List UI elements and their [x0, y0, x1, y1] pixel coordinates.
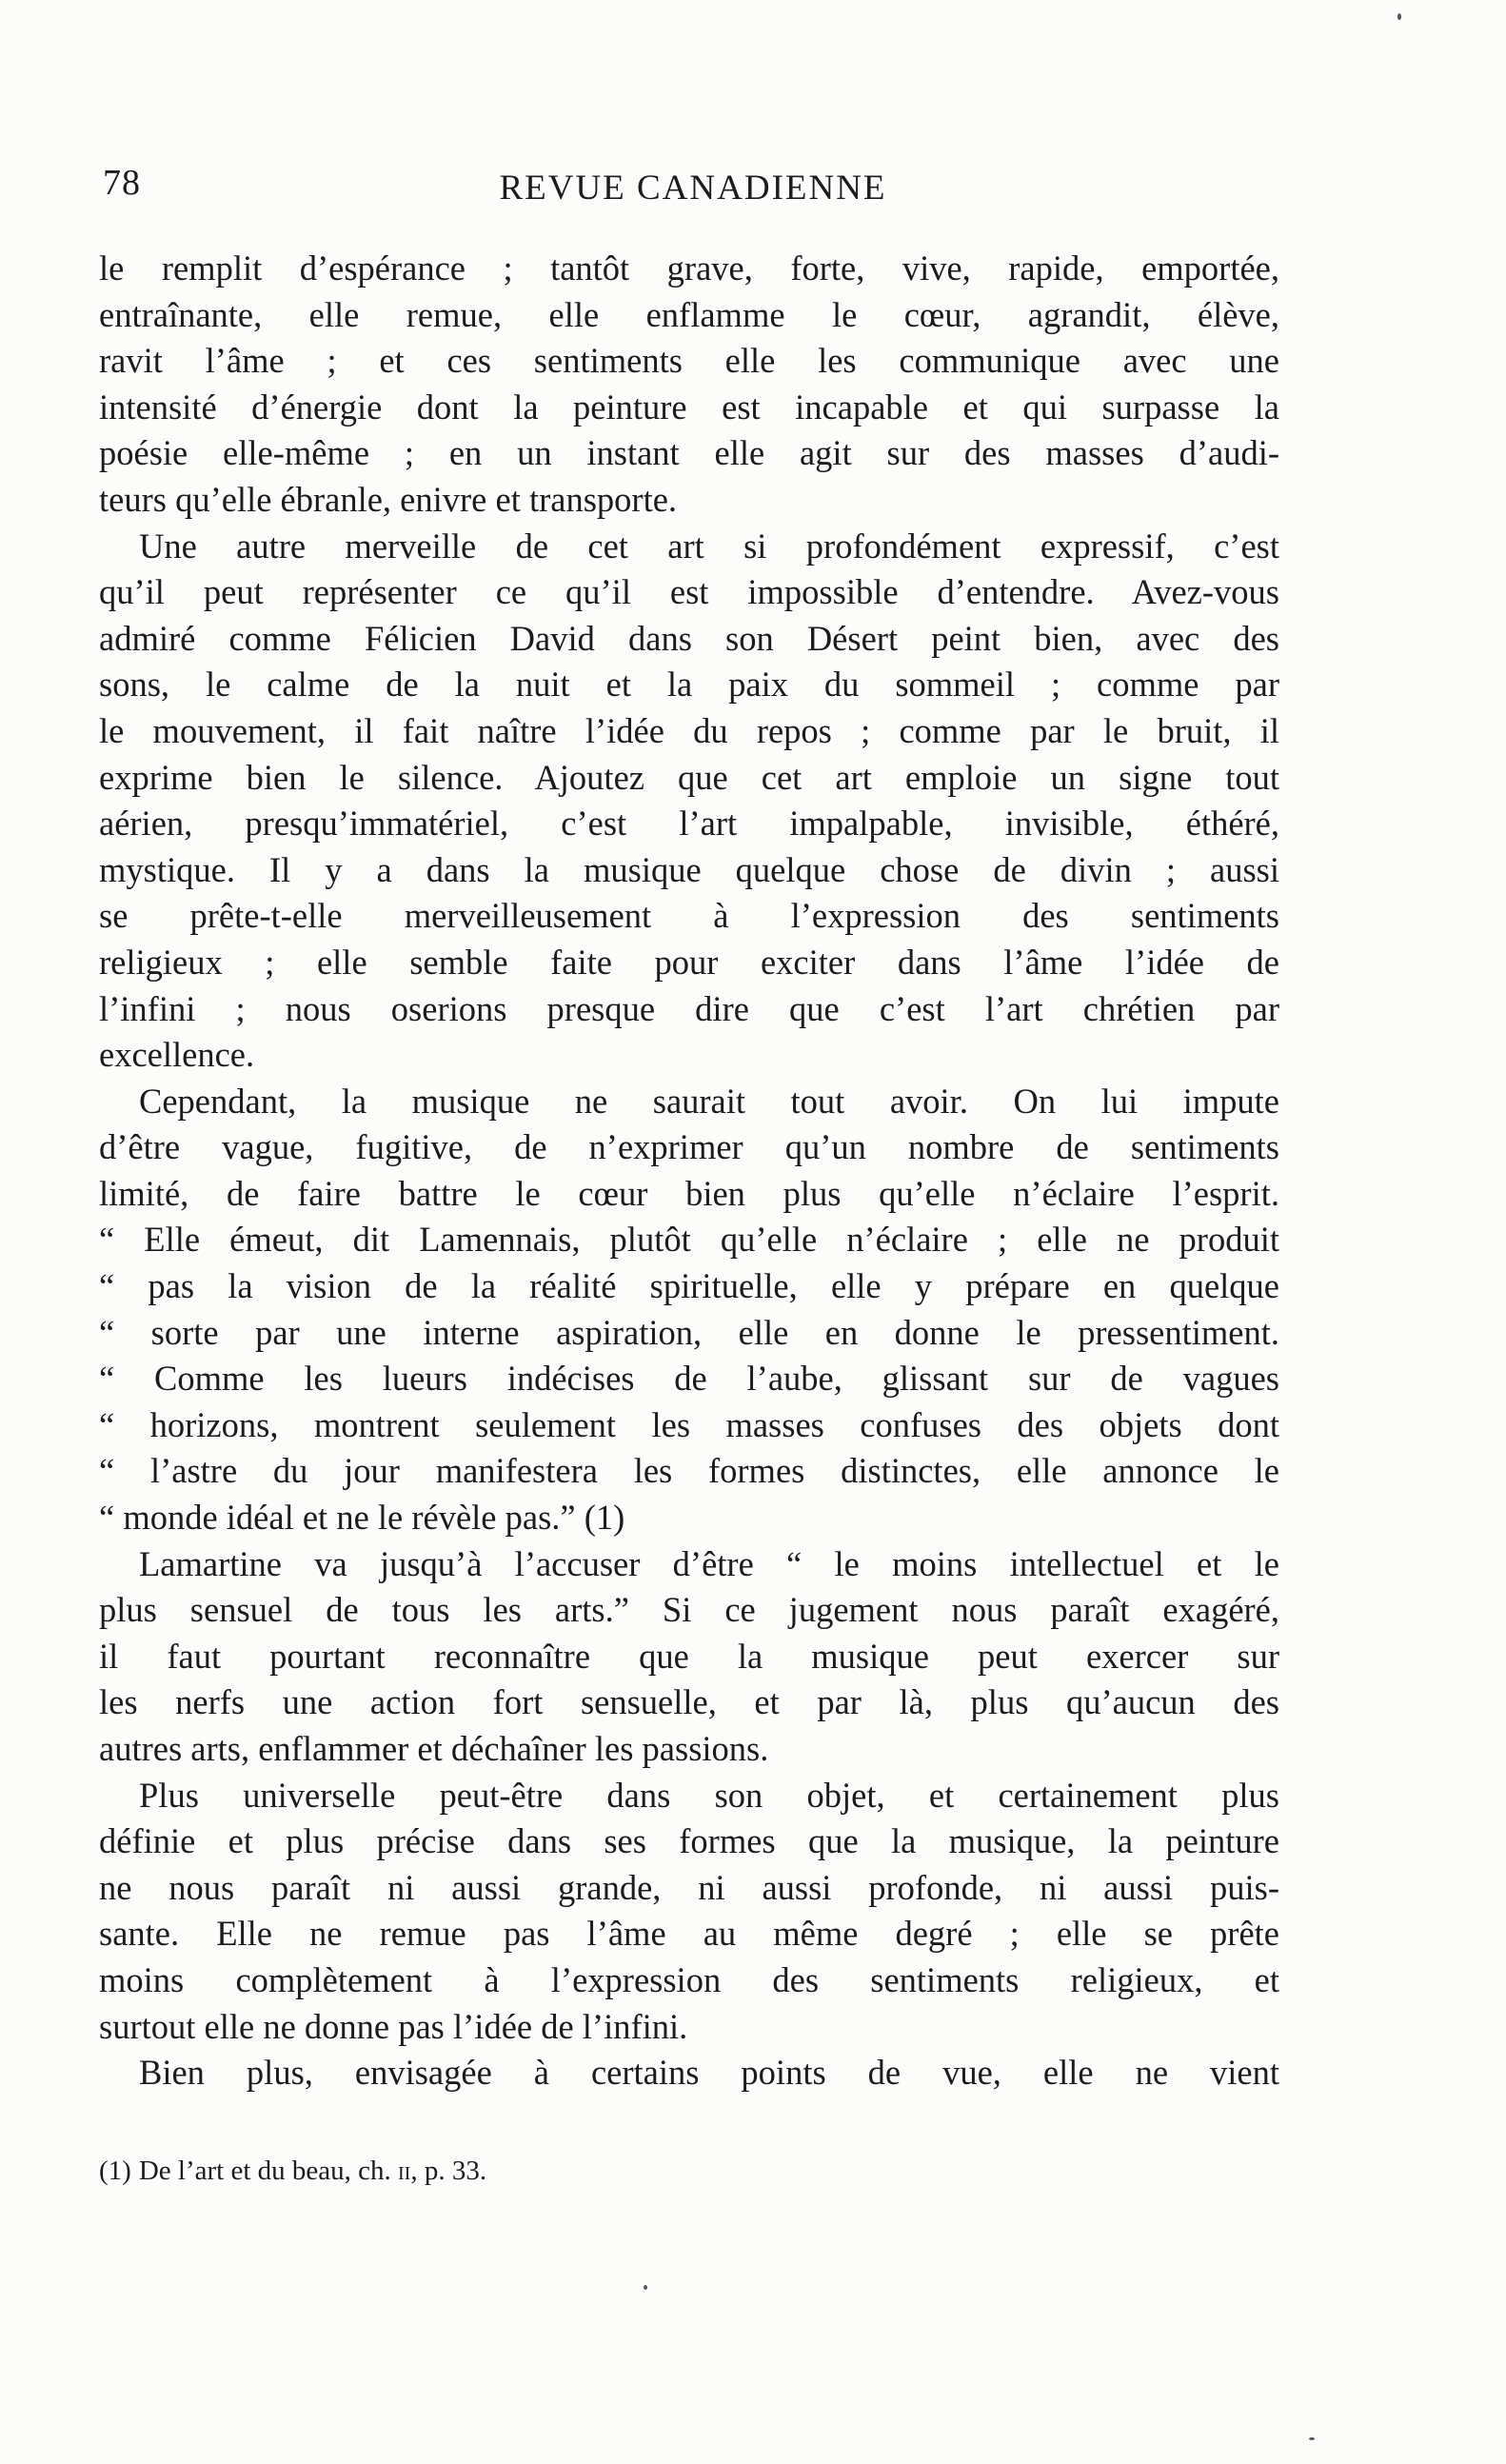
- body-text: [99, 246, 1279, 2096]
- text-line: excellence.: [99, 1035, 255, 1075]
- text-line: ne nous paraît ni aussi grande, ni aussi profonde, ni aussi puis-: [99, 1867, 1279, 1907]
- text-line: d’être vague, fugitive, de n’exprimer qu’un nombre de sentiments: [99, 1127, 1279, 1167]
- running-head: [103, 162, 1283, 219]
- text-line: Cependant, la musique ne saurait tout avoir. On lui impute: [139, 1081, 1279, 1121]
- text-line: Une autre merveille de cet art si profondément expressif, c’est: [139, 526, 1279, 566]
- print-speck: [1397, 13, 1401, 20]
- text-line: Bien plus, envisagée à certains points de vue, elle ne vient: [139, 2053, 1279, 2093]
- print-speck: [644, 2285, 647, 2290]
- text-line: moins complètement à l’expression des sentiments religieux, et: [99, 1959, 1279, 1999]
- text-line: admiré comme Félicien David dans son Désert peint bien, avec des: [99, 618, 1279, 658]
- text-line: plus sensuel de tous les arts.” Si ce jugement nous paraît exagéré,: [99, 1590, 1279, 1630]
- text-line: Lamartine va jusqu’à l’accuser d’être “ le moins intellectuel et le: [139, 1543, 1279, 1583]
- text-line: religieux ; elle semble faite pour exciter dans l’âme l’idée de: [99, 942, 1279, 982]
- text-line: intensité d’énergie dont la peinture est incapable et qui surpasse la: [99, 387, 1279, 427]
- text-line: surtout elle ne donne pas l’idée de l’infini.: [99, 2006, 688, 2046]
- text-line: teurs qu’elle ébranle, enivre et transporte.: [99, 479, 678, 519]
- text-line: définie et plus précise dans ses formes que la musique, la peinture: [99, 1821, 1279, 1861]
- text-line: sons, le calme de la nuit et la paix du sommeil ; comme par: [99, 665, 1279, 705]
- text-line: “ Elle émeut, dit Lamennais, plutôt qu’elle n’éclaire ; elle ne produit: [99, 1220, 1279, 1260]
- text-line: les nerfs une action fort sensuelle, et par là, plus qu’aucun des: [99, 1682, 1279, 1722]
- footnote-page: , p. 33.: [410, 2156, 487, 2186]
- text-line: “ sorte par une interne aspiration, elle en donne le pressentiment.: [99, 1312, 1279, 1352]
- journal-title: REVUE CANADIENNE: [499, 169, 887, 208]
- text-line: l’infini ; nous oserions presque dire que c’est l’art chrétien par: [99, 988, 1279, 1028]
- text-line: limité, de faire battre le cœur bien plus qu’elle n’éclaire l’esprit.: [99, 1173, 1279, 1213]
- text-line: “ l’astre du jour manifestera les formes distinctes, elle annonce le: [99, 1451, 1279, 1491]
- footnote: [99, 2154, 486, 2188]
- text-line: le remplit d’espérance ; tantôt grave, forte, vive, rapide, emportée,: [99, 248, 1279, 288]
- footnote-chapter: ii: [398, 2156, 411, 2186]
- text-line: poésie elle-même ; en un instant elle agit sur des masses d’audi-: [99, 433, 1279, 473]
- page-number: 78: [103, 163, 141, 203]
- footnote-text: De l’art et du beau, ch.: [138, 2156, 398, 2186]
- text-line: mystique. Il y a dans la musique quelque chose de divin ; aussi: [99, 849, 1279, 889]
- text-line: exprime bien le silence. Ajoutez que cet art emploie un signe tout: [99, 757, 1279, 797]
- text-line: Plus universelle peut-être dans son objet, et certainement plus: [139, 1775, 1279, 1815]
- text-line: “ horizons, montrent seulement les masses confuses des objets dont: [99, 1404, 1279, 1444]
- text-line: ravit l’âme ; et ces sentiments elle les communique avec une: [99, 341, 1279, 381]
- text-line: “ monde idéal et ne le révèle pas.” (1): [99, 1498, 625, 1538]
- text-line: aérien, presqu’immatériel, c’est l’art impalpable, invisible, éthéré,: [99, 804, 1279, 844]
- text-line: se prête-t-elle merveilleusement à l’expression des sentiments: [99, 896, 1279, 936]
- text-line: “ pas la vision de la réalité spirituelle, elle y prépare en quelque: [99, 1266, 1279, 1306]
- footnote-mark: (1): [99, 2156, 131, 2186]
- text-line: qu’il peut représenter ce qu’il est impossible d’entendre. Avez-vous: [99, 572, 1279, 612]
- text-line: autres arts, enflammer et déchaîner les passions.: [99, 1729, 769, 1768]
- text-line: sante. Elle ne remue pas l’âme au même degré ; elle se prête: [99, 1914, 1279, 1954]
- text-line: le mouvement, il fait naître l’idée du repos ; comme par le bruit, il: [99, 710, 1279, 750]
- text-line: “ Comme les lueurs indécises de l’aube, glissant sur de vagues: [99, 1359, 1279, 1399]
- text-line: il faut pourtant reconnaître que la musique peut exercer sur: [99, 1636, 1279, 1676]
- text-line: entraînante, elle remue, elle enflamme le cœur, agrandit, élève,: [99, 294, 1279, 334]
- print-speck: [1309, 2437, 1315, 2440]
